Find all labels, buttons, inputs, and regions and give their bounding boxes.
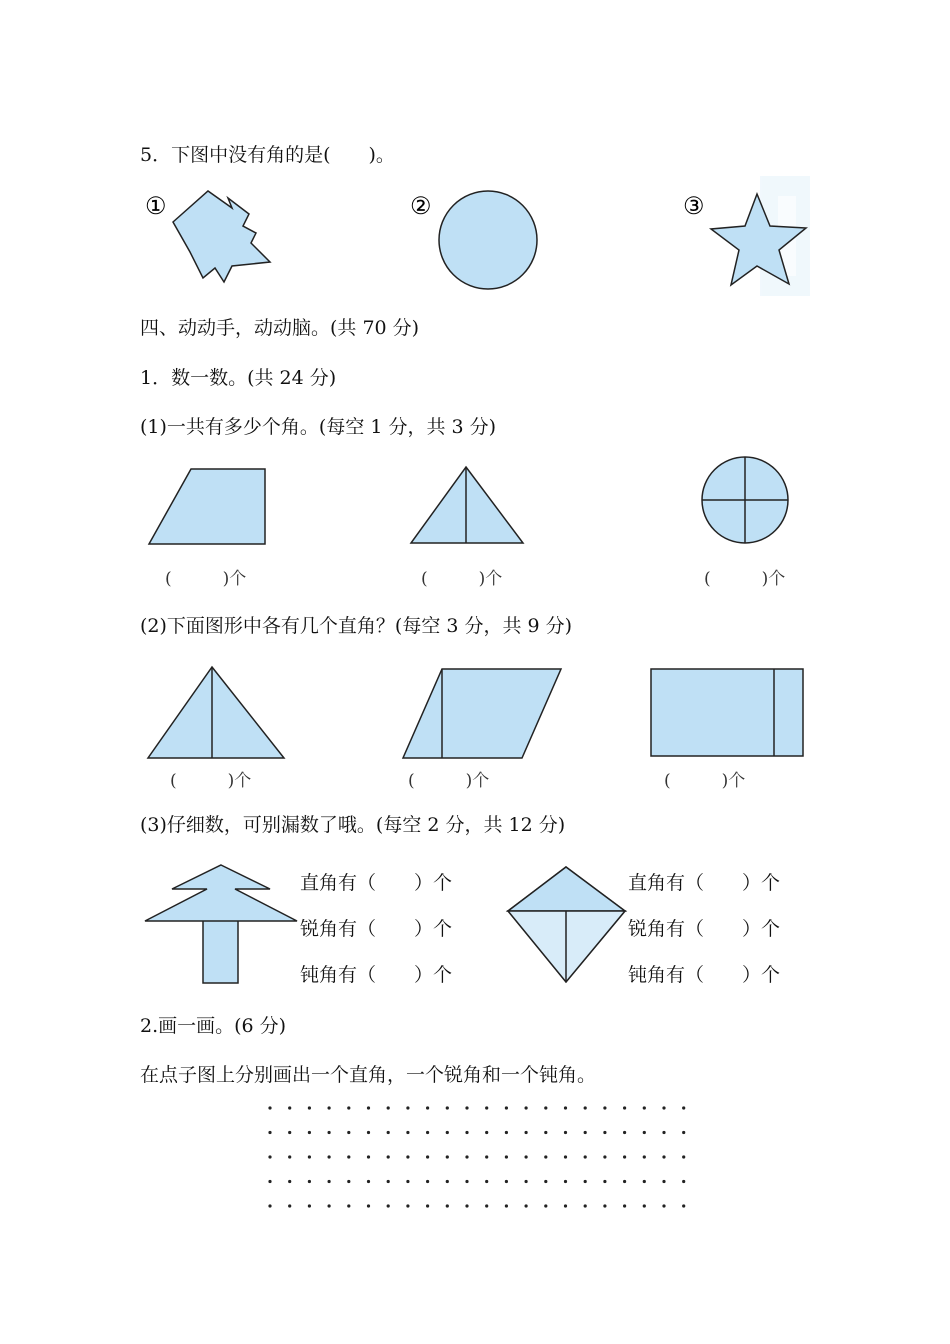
grid-dot[interactable] — [505, 1131, 508, 1134]
grid-dot[interactable] — [268, 1106, 271, 1109]
irregular-polygon — [173, 191, 270, 282]
grid-dot[interactable] — [288, 1131, 291, 1134]
kite-right-angles: 直角有（ ）个 — [628, 872, 781, 894]
grid-dot[interactable] — [623, 1106, 626, 1109]
grid-dot[interactable] — [406, 1180, 409, 1183]
p2-answer-1: ( )个 — [170, 771, 252, 791]
grid-dot[interactable] — [564, 1180, 567, 1183]
parallelogram-shape — [403, 669, 561, 758]
grid-dot[interactable] — [584, 1180, 587, 1183]
grid-dot[interactable] — [584, 1106, 587, 1109]
grid-dot[interactable] — [525, 1131, 528, 1134]
grid-dot[interactable] — [328, 1131, 331, 1134]
grid-dot[interactable] — [426, 1180, 429, 1183]
grid-dot[interactable] — [387, 1180, 390, 1183]
tree-trunk — [203, 919, 238, 983]
grid-dot[interactable] — [485, 1204, 488, 1207]
grid-dot[interactable] — [387, 1204, 390, 1207]
grid-dot[interactable] — [406, 1204, 409, 1207]
grid-dot[interactable] — [584, 1131, 587, 1134]
grid-dot[interactable] — [682, 1106, 685, 1109]
grid-dot[interactable] — [485, 1131, 488, 1134]
grid-dot[interactable] — [485, 1180, 488, 1183]
grid-dot[interactable] — [584, 1204, 587, 1207]
triangle-shape — [411, 467, 523, 543]
grid-dot[interactable] — [623, 1180, 626, 1183]
grid-dot[interactable] — [406, 1155, 409, 1158]
grid-dot[interactable] — [623, 1155, 626, 1158]
grid-dot[interactable] — [643, 1106, 646, 1109]
grid-dot[interactable] — [308, 1180, 311, 1183]
grid-dot[interactable] — [387, 1106, 390, 1109]
q1-p3-title: (3)仔细数，可别漏数了哦。(每空 2 分，共 12 分) — [140, 814, 566, 836]
option-1-label: ① — [145, 192, 167, 220]
grid-dot[interactable] — [308, 1106, 311, 1109]
grid-dot[interactable] — [485, 1155, 488, 1158]
grid-dot[interactable] — [505, 1180, 508, 1183]
kite-obtuse-angles: 钝角有（ ）个 — [628, 964, 781, 986]
grid-dot[interactable] — [505, 1204, 508, 1207]
grid-dot[interactable] — [328, 1180, 331, 1183]
isosceles-triangle — [148, 667, 284, 758]
grid-dot[interactable] — [584, 1155, 587, 1158]
grid-dot[interactable] — [426, 1155, 429, 1158]
grid-dot[interactable] — [347, 1155, 350, 1158]
grid-dot[interactable] — [544, 1106, 547, 1109]
grid-dot[interactable] — [662, 1131, 665, 1134]
grid-dot[interactable] — [485, 1106, 488, 1109]
grid-dot[interactable] — [525, 1106, 528, 1109]
grid-dot[interactable] — [643, 1180, 646, 1183]
grid-dot[interactable] — [603, 1204, 606, 1207]
tree-crown — [145, 865, 297, 921]
tree-obtuse-angles: 钝角有（ ）个 — [300, 964, 453, 986]
grid-dot[interactable] — [347, 1180, 350, 1183]
grid-dot[interactable] — [682, 1131, 685, 1134]
rectangle-shape — [651, 669, 803, 756]
grid-dot[interactable] — [387, 1155, 390, 1158]
grid-dot[interactable] — [564, 1106, 567, 1109]
grid-dot[interactable] — [682, 1155, 685, 1158]
grid-dot[interactable] — [544, 1131, 547, 1134]
grid-dot[interactable] — [564, 1204, 567, 1207]
grid-dot[interactable] — [328, 1155, 331, 1158]
p2-answer-2: ( )个 — [408, 771, 490, 791]
grid-dot[interactable] — [505, 1106, 508, 1109]
p1-answer-2: ( )个 — [421, 569, 503, 589]
grid-dot[interactable] — [465, 1106, 468, 1109]
grid-dot[interactable] — [446, 1204, 449, 1207]
q2-instruction: 在点子图上分别画出一个直角，一个锐角和一个钝角。 — [140, 1064, 597, 1086]
option-3-label: ③ — [683, 192, 705, 220]
grid-dot[interactable] — [662, 1204, 665, 1207]
q2-title: 2.画一画。(6 分) — [140, 1015, 287, 1037]
grid-dot[interactable] — [643, 1131, 646, 1134]
grid-dot[interactable] — [544, 1204, 547, 1207]
q1-p2-title: (2)下面图形中各有几个直角？(每空 3 分，共 9 分) — [140, 615, 573, 637]
p1-answer-1: ( )个 — [165, 569, 247, 589]
q1-title: 1．数一数。(共 24 分) — [140, 367, 337, 389]
grid-dot[interactable] — [288, 1180, 291, 1183]
grid-dot[interactable] — [682, 1204, 685, 1207]
grid-dot[interactable] — [446, 1106, 449, 1109]
grid-dot[interactable] — [288, 1204, 291, 1207]
p1-answer-3: ( )个 — [704, 569, 786, 589]
grid-dot[interactable] — [623, 1131, 626, 1134]
grid-dot[interactable] — [544, 1155, 547, 1158]
grid-dot[interactable] — [662, 1106, 665, 1109]
grid-dot[interactable] — [643, 1155, 646, 1158]
grid-dot[interactable] — [268, 1131, 271, 1134]
grid-dot[interactable] — [308, 1204, 311, 1207]
grid-dot[interactable] — [268, 1204, 271, 1207]
grid-dot[interactable] — [426, 1106, 429, 1109]
grid-dot[interactable] — [367, 1204, 370, 1207]
p2-answer-3: ( )个 — [664, 771, 746, 791]
grid-dot[interactable] — [367, 1155, 370, 1158]
grid-dot[interactable] — [505, 1155, 508, 1158]
grid-dot[interactable] — [367, 1106, 370, 1109]
grid-dot[interactable] — [682, 1180, 685, 1183]
grid-dot[interactable] — [288, 1155, 291, 1158]
grid-dot[interactable] — [268, 1180, 271, 1183]
grid-dot[interactable] — [328, 1204, 331, 1207]
grid-dot[interactable] — [288, 1106, 291, 1109]
section4-title: 四、动动手，动动脑。(共 70 分) — [140, 317, 420, 339]
grid-dot[interactable] — [426, 1204, 429, 1207]
grid-dot[interactable] — [662, 1180, 665, 1183]
grid-dot[interactable] — [465, 1180, 468, 1183]
grid-dot[interactable] — [465, 1204, 468, 1207]
grid-dot[interactable] — [564, 1131, 567, 1134]
grid-dot[interactable] — [564, 1155, 567, 1158]
grid-dot[interactable] — [446, 1131, 449, 1134]
grid-dot[interactable] — [525, 1180, 528, 1183]
q1-p1-title: (1)一共有多少个角。(每空 1 分，共 3 分) — [140, 416, 497, 438]
option-2-label: ② — [410, 192, 432, 220]
grid-dot[interactable] — [662, 1155, 665, 1158]
grid-dot[interactable] — [367, 1131, 370, 1134]
grid-dot[interactable] — [603, 1106, 606, 1109]
grid-dot[interactable] — [603, 1155, 606, 1158]
grid-dot[interactable] — [426, 1131, 429, 1134]
grid-dot[interactable] — [347, 1131, 350, 1134]
trapezoid-shape — [149, 469, 265, 544]
grid-dot[interactable] — [465, 1155, 468, 1158]
grid-dot[interactable] — [308, 1155, 311, 1158]
tree-right-angles: 直角有（ ）个 — [300, 872, 453, 894]
grid-dot[interactable] — [603, 1180, 606, 1183]
q5-text: 5．下图中没有角的是( )。 — [140, 144, 395, 166]
grid-dot[interactable] — [347, 1106, 350, 1109]
tree-acute-angles: 锐角有（ ）个 — [300, 918, 453, 940]
grid-dot[interactable] — [328, 1106, 331, 1109]
grid-dot[interactable] — [465, 1131, 468, 1134]
dot-grid[interactable] — [268, 1106, 685, 1207]
circle-shape — [439, 191, 537, 289]
grid-dot[interactable] — [347, 1204, 350, 1207]
grid-dot[interactable] — [406, 1131, 409, 1134]
grid-dot[interactable] — [367, 1180, 370, 1183]
grid-dot[interactable] — [544, 1180, 547, 1183]
grid-dot[interactable] — [623, 1204, 626, 1207]
grid-dot[interactable] — [446, 1180, 449, 1183]
grid-dot[interactable] — [525, 1204, 528, 1207]
grid-dot[interactable] — [525, 1155, 528, 1158]
grid-dot[interactable] — [308, 1131, 311, 1134]
grid-dot[interactable] — [643, 1204, 646, 1207]
grid-dot[interactable] — [268, 1155, 271, 1158]
kite-top-triangle — [508, 867, 625, 911]
grid-dot[interactable] — [387, 1131, 390, 1134]
grid-dot[interactable] — [446, 1155, 449, 1158]
kite-acute-angles: 锐角有（ ）个 — [628, 918, 781, 940]
grid-dot[interactable] — [603, 1131, 606, 1134]
grid-dot[interactable] — [406, 1106, 409, 1109]
